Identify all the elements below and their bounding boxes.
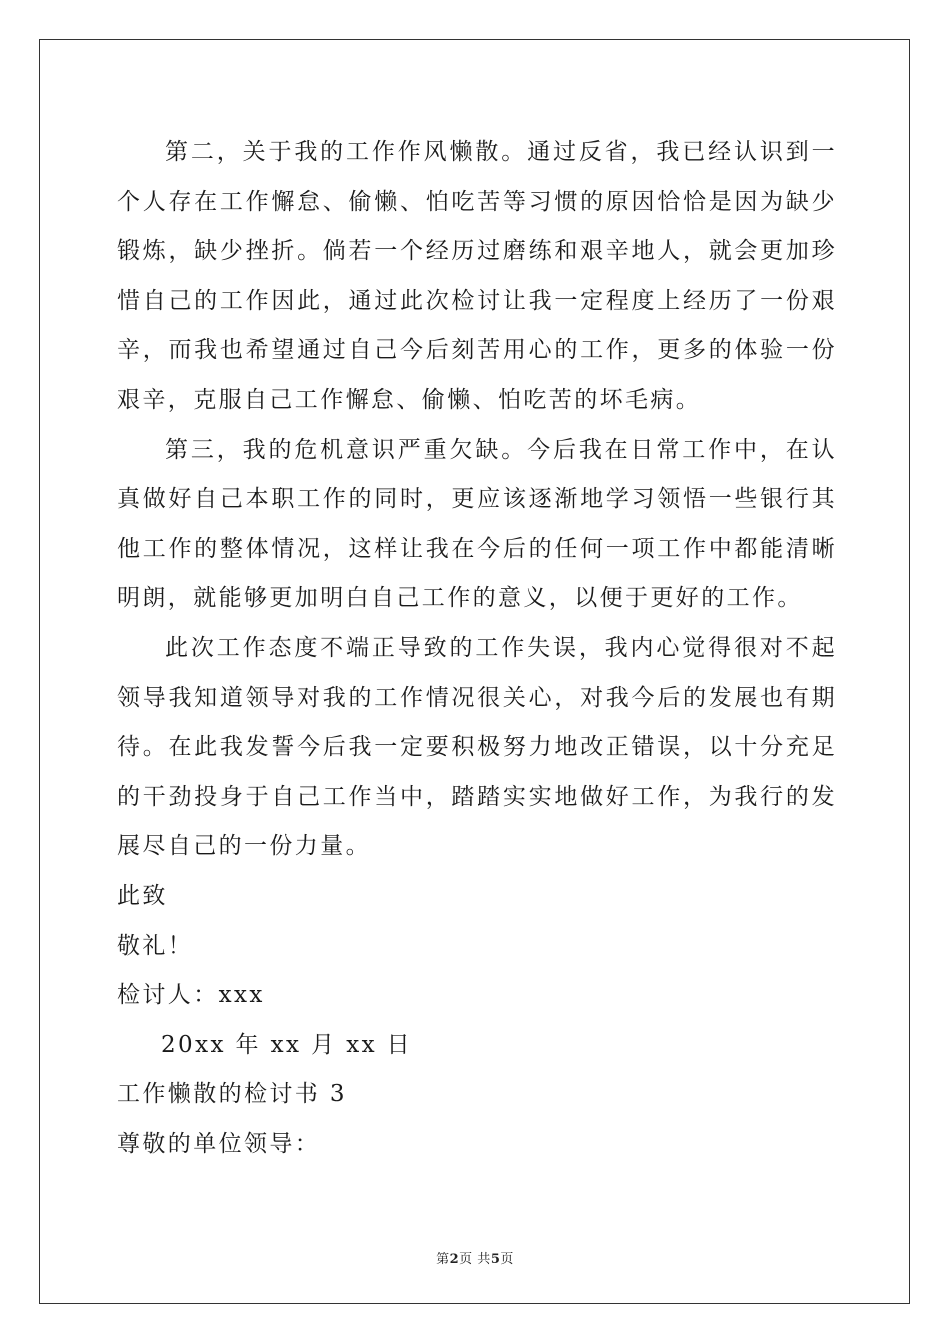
salutation-line: 尊敬的单位领导： (117, 1130, 321, 1157)
closing-jingli: 敬礼！ (117, 932, 194, 959)
next-section-title: 工作懒散的检讨书 3 (117, 1081, 347, 1108)
signature-line: 检讨人：xxx (117, 982, 265, 1009)
paragraph-conclusion: 此次工作态度不端正导致的工作失误，我内心觉得很对不起领导我知道领导对我的工作情况很关心，对我今后的发展也有期待。在此我发誓今后我一定要积极努力地改正错误，以十分充足的干劲投身于自己工作当中，踏踏实实地做好工作，为我行的发展尽自己的一份力量。 (117, 634, 837, 860)
page-prefix: 第 (436, 1252, 450, 1267)
page-suffix: 页 (500, 1252, 514, 1267)
date-line: 20xx 年 xx 月 xx 日 (161, 1031, 413, 1058)
total-page-number: 5 (490, 1252, 501, 1267)
paragraph-third-point: 第三，我的危机意识严重欠缺。今后我在日常工作中，在认真做好自己本职工作的同时，更应该逐渐地学习领悟一些银行其他工作的整体情况，这样让我在今后的任何一项工作中都能清晰明朗，就能够更加明白自己工作的意义，以便于更好的工作。 (117, 436, 837, 612)
closing-cizhi: 此致 (117, 882, 168, 909)
paragraph-second-point: 第二，关于我的工作作风懒散。通过反省，我已经认识到一个人存在工作懈怠、偷懒、怕吃苦等习惯的原因恰恰是因为缺少锻炼，缺少挫折。倘若一个经历过磨练和艰辛地人，就会更加珍惜自己的工作因此，通过此次检讨让我一定程度上经历了一份艰辛，而我也希望通过自己今后刻苦用心的工作，更多的体验一份艰辛，克服自己工作懈怠、偷懒、怕吃苦的坏毛病。 (117, 139, 837, 413)
document-body (117, 128, 837, 1169)
page-footer (0, 1248, 950, 1267)
current-page-number: 2 (449, 1252, 460, 1267)
page-mid: 页 共 (459, 1252, 491, 1267)
